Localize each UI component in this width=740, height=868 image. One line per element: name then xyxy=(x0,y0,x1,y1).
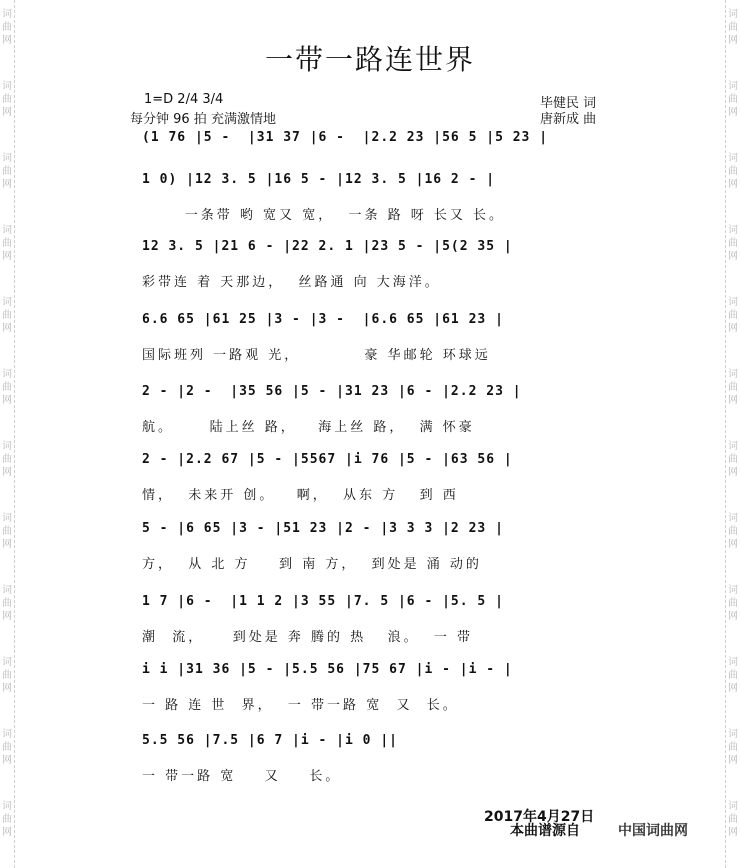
composer-credit: 唐新成 曲 xyxy=(540,112,597,127)
watermark-text: 词曲网 xyxy=(728,297,738,334)
watermark-text: 词曲网 xyxy=(728,225,738,262)
watermark-text: 词曲网 xyxy=(728,729,738,766)
site-name: 中国词曲网 xyxy=(618,823,688,839)
notation-row: i i |31 36 |5 - |5.5 56 |75 67 |i - |i - | xyxy=(142,662,513,677)
key-signature: 1=D 2/4 3/4 xyxy=(144,92,224,107)
watermark-text: 词曲网 xyxy=(728,801,738,838)
watermark-text: 词曲网 xyxy=(2,729,12,766)
lyric-row: 一 带一路 宽 又 长。 xyxy=(142,769,342,784)
notation-row: 12 3. 5 |21 6 - |22 2. 1 |23 5 - |5(2 35 | xyxy=(142,239,513,254)
watermark-text: 词曲网 xyxy=(2,9,12,46)
watermark-text: 词曲网 xyxy=(2,225,12,262)
lyric-row: 方， 从 北 方 到 南 方， 到处是 涌 动的 xyxy=(142,557,482,572)
notation-row: 6.6 65 |61 25 |3 - |3 - |6.6 65 |61 23 | xyxy=(142,312,504,327)
lyric-row: 一条带 哟 宽又 宽， 一条 路 呀 长又 长。 xyxy=(142,208,505,223)
notation-row: 2 - |2 - |35 56 |5 - |31 23 |6 - |2.2 23 | xyxy=(142,384,522,399)
notation-row: 2 - |2.2 67 |5 - |5567 |i 76 |5 - |63 56 | xyxy=(142,452,513,467)
notation-row: (1 76 |5 - |31 37 |6 - |2.2 23 |56 5 |5 23 | xyxy=(142,130,549,145)
watermark-text: 词曲网 xyxy=(2,801,12,838)
watermark-text: 词曲网 xyxy=(728,153,738,190)
watermark-text: 词曲网 xyxy=(728,9,738,46)
notation-row: 1 0) |12 3. 5 |16 5 - |12 3. 5 |16 2 - | xyxy=(142,172,496,187)
watermark-text: 词曲网 xyxy=(2,441,12,478)
watermark-text: 词曲网 xyxy=(2,153,12,190)
right-watermark-strip xyxy=(725,0,740,868)
lyric-row: 一 路 连 世 界， 一 带一路 宽 又 长。 xyxy=(142,698,459,713)
watermark-text: 词曲网 xyxy=(728,369,738,406)
watermark-text: 词曲网 xyxy=(728,513,738,550)
watermark-text: 词曲网 xyxy=(2,369,12,406)
lyric-row: 情， 未来开 创。 啊， 从东 方 到 西 xyxy=(142,488,459,503)
date-stamp: 2017年4月27日 xyxy=(484,809,595,825)
watermark-text: 词曲网 xyxy=(728,657,738,694)
tempo-marking: 每分钟 96 拍 充满激情地 xyxy=(130,112,276,127)
lyric-row: 彩带连 着 天那边， 丝路通 向 大海洋。 xyxy=(142,275,441,290)
watermark-text: 词曲网 xyxy=(728,585,738,622)
watermark-text: 词曲网 xyxy=(2,297,12,334)
notation-row: 5 - |6 65 |3 - |51 23 |2 - |3 3 3 |2 23 | xyxy=(142,521,504,536)
notation-row: 1 7 |6 - |1 1 2 |3 55 |7. 5 |6 - |5. 5 | xyxy=(142,594,504,609)
watermark-text: 词曲网 xyxy=(2,585,12,622)
left-watermark-strip xyxy=(0,0,15,868)
song-title: 一带一路连世界 xyxy=(264,43,475,76)
watermark-text: 词曲网 xyxy=(2,513,12,550)
watermark-text: 词曲网 xyxy=(728,81,738,118)
watermark-text: 词曲网 xyxy=(2,81,12,118)
lyric-row: 潮 流， 到处是 奔 腾的 热 浪。 一 带 xyxy=(142,630,473,645)
lyric-row: 航。 陆上丝 路， 海上丝 路， 满 怀豪 xyxy=(142,420,475,435)
notation-row: 5.5 56 |7.5 |6 7 |i - |i 0 || xyxy=(142,733,398,748)
watermark-text: 词曲网 xyxy=(2,657,12,694)
source-label: 本曲谱源自 xyxy=(510,823,580,839)
lyric-row: 国际班列 一路观 光， 豪 华邮轮 环球远 xyxy=(142,348,491,363)
lyricist-credit: 毕健民 词 xyxy=(540,96,597,111)
watermark-text: 词曲网 xyxy=(728,441,738,478)
